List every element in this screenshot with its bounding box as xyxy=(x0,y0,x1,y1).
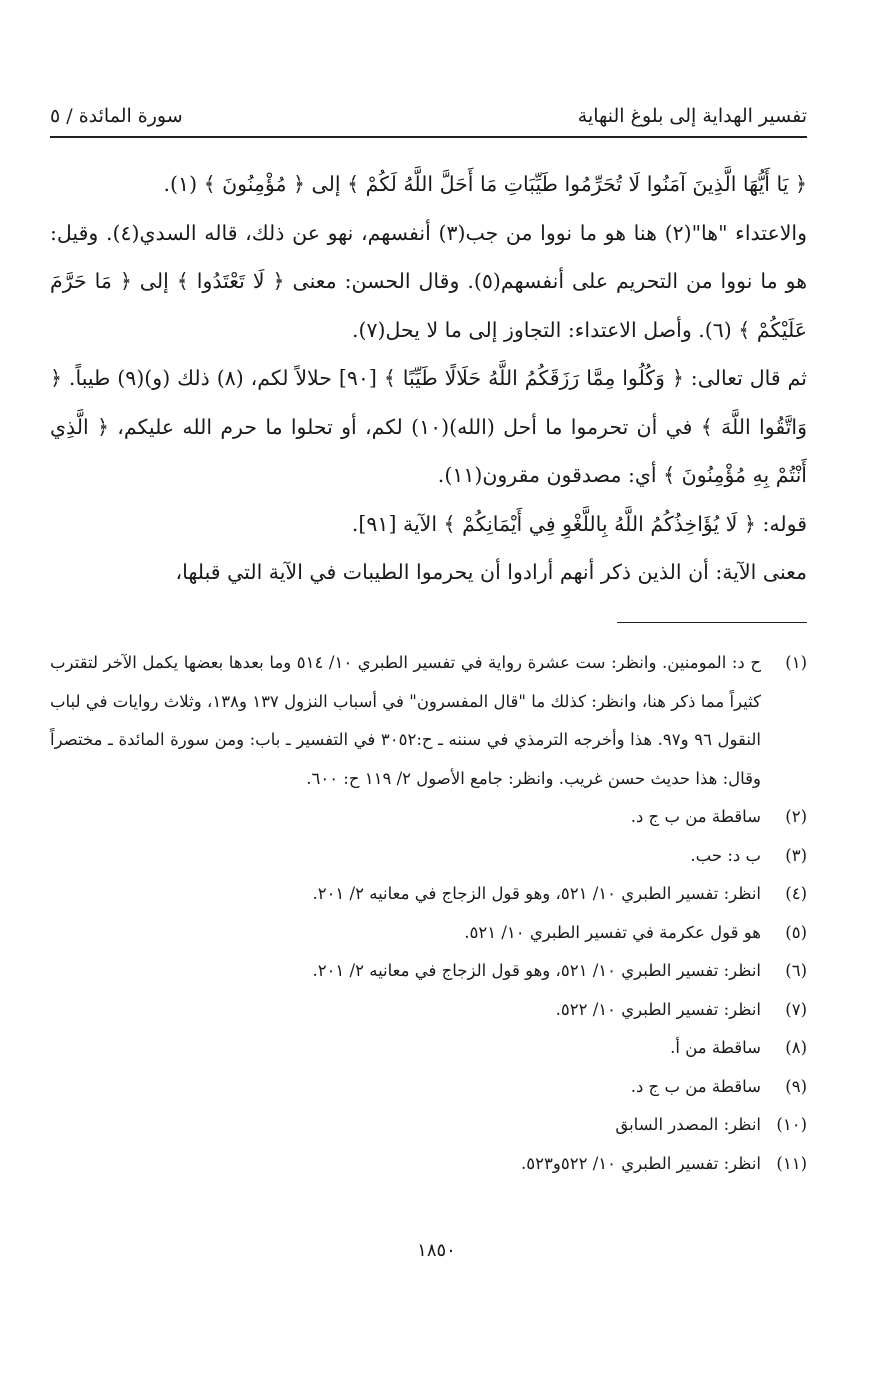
footnote-text: انظر: تفسير الطبري ١٠/ ٥٢٢و٥٢٣. xyxy=(521,1153,761,1173)
footnote-number: (٥) xyxy=(785,922,807,942)
footnote-separator xyxy=(617,622,807,623)
paragraph: والاعتداء "ها"(٢) هنا هو ما نووا من جب(٣) أنفسهم، نهو عن ذلك، قاله السدي(٤). وقيل: هو ما نووا من التحريم على أنفسهم(٥). وقال الحسن: معنى ﴿ لَا تَعْتَدُوا ﴾ إلى ﴿ مَا حَرَّمَ عَلَيْكُمْ ﴾ (٦). وأصل الاعتداء: التجاوز إلى ما لا يحل(٧). xyxy=(50,220,808,342)
footnote xyxy=(50,798,807,837)
footnote-number: (٤) xyxy=(785,884,807,903)
footnote-text: ساقطة من ب ج د. xyxy=(630,1076,761,1096)
footnote-text: ساقطة من ب ج د. xyxy=(630,807,761,826)
footnote xyxy=(50,952,807,991)
footnote xyxy=(50,644,807,798)
footnote-text: ب د: حب. xyxy=(690,845,761,865)
footnote-number: (١) xyxy=(785,653,807,672)
paragraph: معنى الآية: أن الذين ذكر أنهم أرادوا أن يحرموا الطيبات في الآية التي قبلها، xyxy=(175,560,807,584)
paragraph: قوله: ﴿ لَا يُؤَاخِذُكُمُ اللَّهُ بِاللَّغْوِ فِي أَيْمَانِكُمْ ﴾ الآية [٩١]. xyxy=(351,511,807,536)
footnote xyxy=(50,991,807,1030)
running-header xyxy=(50,96,807,138)
footnote-text: انظر: المصدر السابق xyxy=(615,1115,761,1134)
footnote-number: (٧) xyxy=(785,999,807,1019)
footnote-text: انظر: تفسير الطبري ١٠/ ٥٢١، وهو قول الزجاج في معانيه ٢/ ٢٠١. xyxy=(312,961,761,980)
paragraph: ﴿ يَا أَيُّهَا الَّذِينَ آمَنُوا لَا تُحَرِّمُوا طَيِّبَاتِ مَا أَحَلَّ اللَّهُ لَكُمْ ﴾ إلى ﴿ مُؤْمِنُونَ ﴾ (١). xyxy=(163,172,807,196)
footnote-text: انظر: تفسير الطبري ١٠/ ٥٢٢. xyxy=(555,999,761,1019)
footnote xyxy=(50,1068,807,1107)
footnote xyxy=(50,875,807,914)
paragraph: ثم قال تعالى: ﴿ وَكُلُوا مِمَّا رَزَقَكُمُ اللَّهُ حَلَالًا طَيِّبًا ﴾ [٩٠] حلالاً لكم، (٨) ذلك (و)(٩) طيباً. ﴿ وَاتَّقُوا اللَّهَ ﴾ في أن تحرموا ما أحل (الله)(١٠) لكم، أو تحلوا ما حرم الله عليكم، ﴿ الَّذِي أَنْتُمْ بِهِ مُؤْمِنُونَ ﴾ أي: مصدقون مقرون(١١). xyxy=(50,366,807,487)
footnote xyxy=(50,1145,807,1184)
footnote-number: (١١) xyxy=(776,1153,807,1173)
footnote-number: (٣) xyxy=(785,845,807,865)
footnote-number: (٨) xyxy=(785,1038,807,1057)
surah-reference: سورة المائدة / ٥ xyxy=(50,105,183,127)
footnote xyxy=(50,837,807,876)
footnote-number: (٢) xyxy=(785,807,807,826)
footnotes xyxy=(50,644,807,1183)
footnote-text: ساقطة من أ. xyxy=(670,1038,761,1057)
page-number: ١٨٥٠ xyxy=(417,1240,456,1261)
footnote-number: (٦) xyxy=(785,961,807,980)
footnote xyxy=(50,1029,807,1068)
footnote-number: (٩) xyxy=(785,1076,807,1096)
footnote-text: انظر: تفسير الطبري ١٠/ ٥٢١، وهو قول الزجاج في معانيه ٢/ ٢٠١. xyxy=(312,884,761,903)
book-title: تفسير الهداية إلى بلوغ النهاية xyxy=(577,105,807,127)
footnote-number: (١٠) xyxy=(776,1115,807,1134)
footnote-text: ح د: المومنين. وانظر: ست عشرة رواية في تفسير الطبري ١٠/ ٥١٤ وما بعدها بعضها يكمل الآخر لتقترب كثيراً مما ذكر هنا، وانظر: كذلك ما "قال المفسرون" في أسباب النزول ١٣٧ و١٣٨، وثلاث روايات في لباب النقول ٩٦ و٩٧. هذا وأخرجه الترمذي في سننه ـ ح:٣٠٥٢ في التفسير ـ باب: ومن سورة المائدة ـ مختصراً وقال: هذا حديث حسن غريب. وانظر: جامع الأصول ٢/ ١١٩ ح: ٦٠٠. xyxy=(50,653,761,788)
footnote xyxy=(50,914,807,953)
main-text xyxy=(50,160,807,597)
footnote-text: هو قول عكرمة في تفسير الطبري ١٠/ ٥٢١. xyxy=(464,922,761,942)
footnote xyxy=(50,1106,807,1145)
